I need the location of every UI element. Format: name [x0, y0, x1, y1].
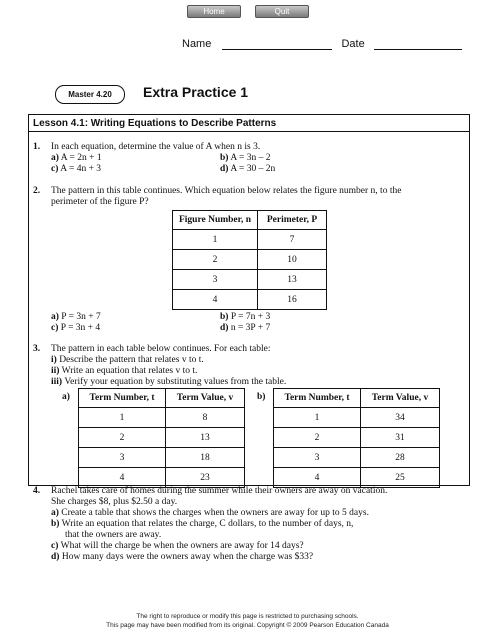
q1-option-d: d) A = 30 – 2n [220, 164, 276, 174]
name-field[interactable] [222, 38, 332, 50]
q4-number: 4. [33, 486, 41, 496]
table-cell: 8 [166, 408, 245, 428]
q2-text-line2: perimeter of the figure P? [51, 197, 149, 207]
master-badge: Master 4.20 [55, 85, 125, 104]
table-row [173, 290, 327, 310]
q1-option-b: b) A = 3n – 2 [220, 153, 271, 163]
q1-text: In each equation, determine the value of A when n is 3. [51, 142, 261, 152]
q2-text-line1: The pattern in this table continues. Which equation below relates the figure number n, to the [51, 186, 402, 196]
table-cell: 23 [166, 468, 245, 488]
table-row [79, 408, 245, 428]
q4-part-b: b) Write an equation that relates the charge, C dollars, to the number of days, n, [51, 519, 354, 529]
q3-number: 3. [33, 344, 41, 354]
q2-number: 2. [33, 186, 41, 196]
q3-sub-ii: ii) Write an equation that relates v to t. [51, 366, 198, 376]
q3-table-b-label: b) [257, 392, 266, 402]
table-cell: 2 [274, 428, 361, 448]
q3-text: The pattern in each table below continues. For each table: [51, 344, 271, 354]
table-row [173, 270, 327, 290]
table-cell: 7 [258, 230, 327, 250]
name-label: Name [182, 38, 212, 50]
table-cell: 1 [274, 408, 361, 428]
table-row [274, 468, 440, 488]
q2-option-d: d) n = 3P + 7 [220, 323, 271, 333]
q2-table [172, 210, 327, 310]
date-label: Date [341, 38, 365, 50]
table-cell: 2 [79, 428, 166, 448]
table-row [274, 408, 440, 428]
q3-table-b [273, 388, 440, 488]
q4-part-a: a) Create a table that shows the charges when the owners are away for up to 5 days. [51, 508, 369, 518]
table-row [79, 448, 245, 468]
q2-option-c: c) P = 3n + 4 [51, 323, 101, 333]
table-cell: 3 [79, 448, 166, 468]
table-row [173, 230, 327, 250]
table-cell: 16 [258, 290, 327, 310]
table-header: Term Number, t [79, 389, 166, 408]
table-cell: 31 [361, 428, 440, 448]
q3-table-a [78, 388, 245, 488]
q2-option-a: a) P = 3n + 7 [51, 312, 101, 322]
table-row [173, 250, 327, 270]
home-button[interactable]: Home [187, 5, 241, 18]
table-cell: 2 [173, 250, 258, 270]
table-header: Figure Number, n [173, 211, 258, 230]
table-row [79, 428, 245, 448]
q3-sub-i: i) Describe the pattern that relates v to t. [51, 355, 204, 365]
table-row [79, 468, 245, 488]
table-cell: 18 [166, 448, 245, 468]
q4-text-line2: She charges $8, plus $2.50 a day. [51, 497, 178, 507]
table-cell: 4 [79, 468, 166, 488]
table-header: Perimeter, P [258, 211, 327, 230]
name-date-line [182, 38, 462, 50]
date-field[interactable] [374, 38, 462, 50]
q4-part-c: c) What will the charge be when the owners are away for 14 days? [51, 541, 304, 551]
q3-sub-iii: iii) Verify your equation by substituting values from the table. [51, 377, 287, 387]
table-cell: 4 [274, 468, 361, 488]
table-header: Term Number, t [274, 389, 361, 408]
table-row [274, 448, 440, 468]
q1-number: 1. [33, 142, 41, 152]
table-header-row [274, 389, 440, 408]
page-title: Extra Practice 1 [143, 84, 249, 100]
table-cell: 3 [173, 270, 258, 290]
q4-part-b-cont: that the owners are away. [65, 530, 162, 540]
table-cell: 34 [361, 408, 440, 428]
table-header-row [173, 211, 327, 230]
table-cell: 10 [258, 250, 327, 270]
table-cell: 28 [361, 448, 440, 468]
q4-part-d: d) How many days were the owners away when the charge was $33? [51, 552, 314, 562]
lesson-divider [28, 131, 469, 132]
q3-table-a-label: a) [62, 392, 70, 402]
table-header-row [79, 389, 245, 408]
footer-line2: This page may have been modified from its original. Copyright © 2009 Pearson Education Canada [106, 622, 389, 629]
table-cell: 1 [173, 230, 258, 250]
table-cell: 4 [173, 290, 258, 310]
q2-option-b: b) P = 7n + 3 [220, 312, 271, 322]
table-cell: 13 [166, 428, 245, 448]
table-header: Term Value, v [166, 389, 245, 408]
table-header: Term Value, v [361, 389, 440, 408]
table-cell: 13 [258, 270, 327, 290]
top-navigation [0, 5, 495, 17]
q1-option-c: c) A = 4n + 3 [51, 164, 102, 174]
table-cell: 25 [361, 468, 440, 488]
lesson-heading: Lesson 4.1: Writing Equations to Describe Patterns [33, 118, 277, 129]
q4-text-line1: Rachel takes care of homes during the summer while their owners are away on vacation. [51, 486, 388, 496]
quit-button[interactable]: Quit [255, 5, 309, 18]
table-cell: 1 [79, 408, 166, 428]
table-cell: 3 [274, 448, 361, 468]
table-row [274, 428, 440, 448]
footer-line1: The right to reproduce or modify this page is restricted to purchasing schools. [136, 613, 359, 620]
q1-option-a: a) A = 2n + 1 [51, 153, 102, 163]
